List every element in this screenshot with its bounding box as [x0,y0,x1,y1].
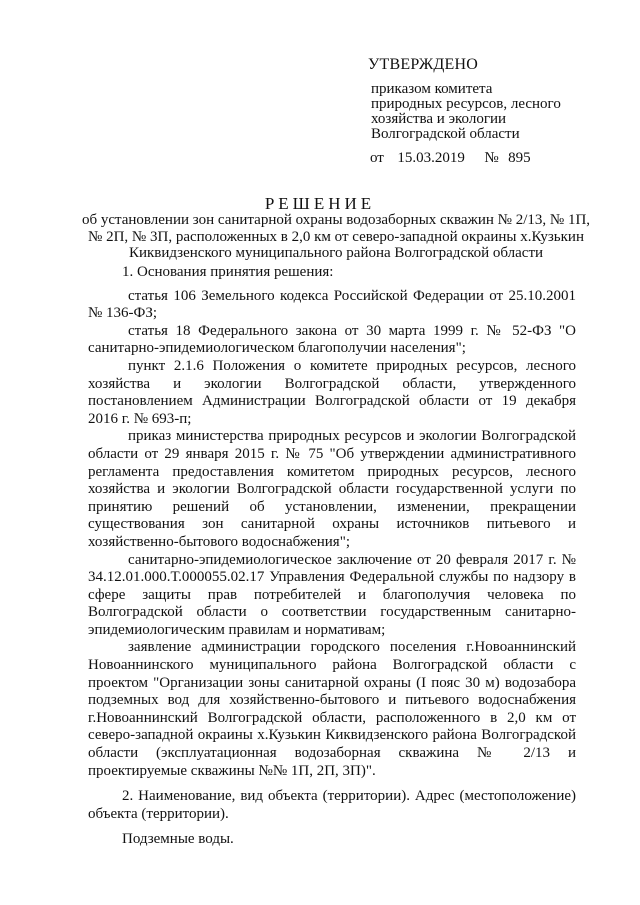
approval-line: природных ресурсов, лесного [371,96,561,112]
order-date-number [370,150,531,167]
approval-block [371,82,561,142]
approval-line: Волгоградской области [371,126,520,142]
paragraph: пункт 2.1.6 Положения о комитете природных ресурсов, лесного хозяйства и экологии Волгоградской области, утвержденного постановлением Администрации Волгоградской области от 19 декабря 2016 г. № 693-п; [88,357,576,427]
decision-subject: об установлении зон санитарной охраны водозаборных скважин № 2/13, № 1П, № 2П, № 3П, расположенных в 2,0 км от северо-западной окраины х.Кузькин Киквидзенского муниципального района Волгоградской области [81,212,591,261]
date-label: от [370,150,384,166]
approval-line: приказом комитета [371,81,493,97]
order-date: 15.03.2019 [397,150,465,166]
paragraph: статья 106 Земельного кодекса Российской Федерации от 25.10.2001 № 136-ФЗ; [88,287,576,322]
approval-title: УТВЕРЖДЕНО [368,56,479,73]
order-number: 895 [508,150,531,166]
number-label: № [484,150,499,166]
section-heading: 2. Наименование, вид объекта (территории). Адрес (местоположение) объекта (территории). [88,788,576,822]
paragraph: Подземные воды. [122,831,234,848]
decision-title: РЕШЕНИЕ [264,194,376,213]
paragraph: заявление администрации городского поселения г.Новоаннинский Новоаннинского муниципального района Волгоградской области с проектом "Организации зоны санитарной охраны (I пояс 30 м) водозабора подземных вод для хозяйственно-бытового и питьевого водоснабжения г.Новоаннинский Волгоградской области, расположенного в 2,0 км от северо-западной окраины х.Кузькин Киквидзенского района Волгоградской области (эксплуатационная водозаборная скважина № 2/13 и проектируемые скважины №№ 1П, 2П, 3П)". [88,639,576,779]
paragraph: приказ министерства природных ресурсов и экологии Волгоградской области от 29 января 2015 г. № 75 "Об утверждении административного регламента предоставления комитетом природных ресурсов, лесного хозяйства и экологии Волгоградской области государственной услуги по принятию решений об установлении, изменении, прекращении существования зон санитарной охраны источников питьевого и хозяйственно-бытового водоснабжения"; [88,428,576,550]
document-body [88,264,576,849]
paragraph: статья 18 Федерального закона от 30 марта 1999 г. № 52-ФЗ "О санитарно-эпидемиологическом благополучии населения"; [88,322,576,357]
section-heading: 1. Основания принятия решения: [122,264,334,280]
paragraph: санитарно-эпидемиологическое заключение от 20 февраля 2017 г. № 34.12.01.000.Т.000055.02.17 Управления Федеральной службы по надзору в сфере защиты прав потребителей и благополучия человека по Волгоградской области о соответствии государственным санитарно-эпидемиологическим правилам и нормативам; [88,551,576,638]
approval-line: хозяйства и экологии [371,111,507,127]
